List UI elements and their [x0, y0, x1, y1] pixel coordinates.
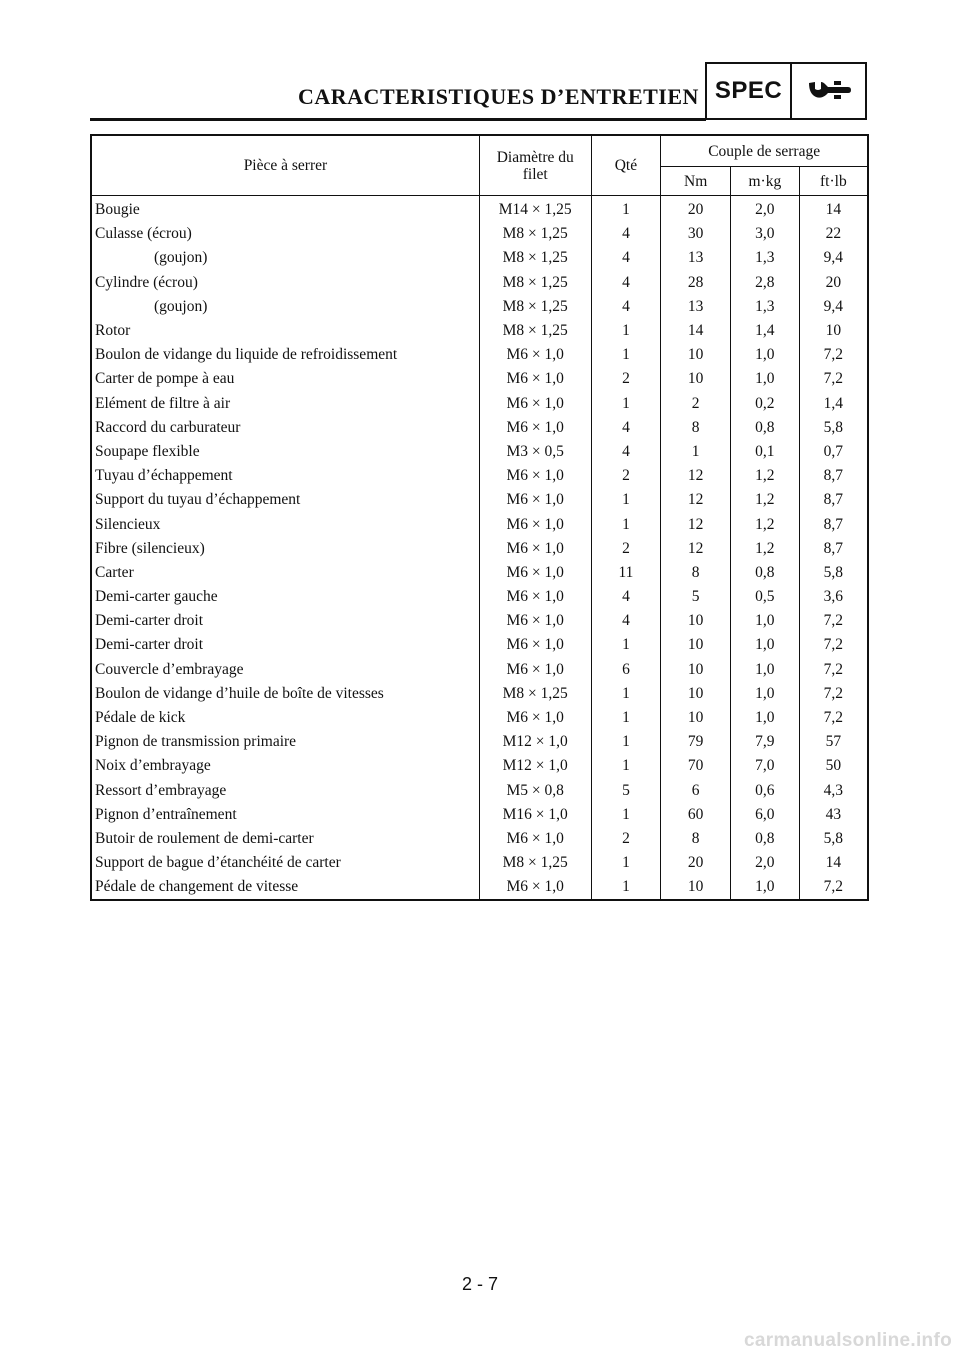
cell-torque-mkg: 0,2 [730, 392, 799, 416]
cell-torque-nm: 8 [661, 561, 731, 585]
cell-torque-mkg: 1,3 [730, 295, 799, 319]
spec-badge [705, 62, 867, 120]
cell-torque-nm: 8 [661, 827, 731, 851]
cell-thread-diameter: M8 × 1,25 [479, 319, 591, 343]
cell-part-name: Culasse (écrou) [95, 225, 192, 243]
cell-part-name: Elément de filtre à air [95, 394, 231, 412]
table-row [91, 585, 868, 609]
cell-part-name: Demi-carter gauche [95, 588, 218, 606]
cell-torque-mkg: 1,0 [730, 633, 799, 657]
table-row [91, 464, 868, 488]
page-title: CARACTERISTIQUES D’ENTRETIEN [298, 84, 699, 109]
cell-part-name: Demi-carter droit [95, 636, 204, 654]
table-row [91, 196, 868, 223]
cell-torque-mkg: 0,1 [730, 440, 799, 464]
cell-torque-mkg: 1,4 [730, 319, 799, 343]
cell-part-name: Demi-carter droit [95, 612, 204, 630]
cell-torque-mkg: 1,2 [730, 512, 799, 536]
table-body [91, 196, 868, 901]
cell-torque-mkg: 0,8 [730, 416, 799, 440]
cell-torque-ftlb: 1,4 [799, 392, 868, 416]
cell-torque-nm: 60 [661, 803, 731, 827]
col-header-diameter-line1: Diamètre du [496, 148, 574, 166]
cell-torque-nm: 13 [661, 295, 731, 319]
cell-torque-nm: 10 [661, 343, 731, 367]
cell-torque-nm: 10 [661, 875, 731, 900]
cell-thread-diameter: M8 × 1,25 [479, 222, 591, 246]
cell-torque-ftlb: 5,8 [799, 827, 868, 851]
cell-quantity: 1 [591, 706, 661, 730]
cell-thread-diameter: M6 × 1,0 [479, 343, 591, 367]
table-row [91, 803, 868, 827]
cell-thread-diameter: M6 × 1,0 [479, 609, 591, 633]
cell-thread-diameter: M6 × 1,0 [479, 633, 591, 657]
cell-torque-ftlb: 8,7 [799, 512, 868, 536]
cell-part-name: Noix d’embrayage [95, 757, 211, 775]
cell-torque-nm: 70 [661, 754, 731, 778]
table-row [91, 367, 868, 391]
cell-thread-diameter: M14 × 1,25 [479, 196, 591, 223]
cell-thread-diameter: M12 × 1,0 [479, 730, 591, 754]
cell-torque-nm: 10 [661, 367, 731, 391]
cell-thread-diameter: M6 × 1,0 [479, 561, 591, 585]
cell-part-name: Pignon d’entraînement [95, 805, 237, 823]
cell-torque-ftlb: 8,7 [799, 488, 868, 512]
cell-quantity: 4 [591, 416, 661, 440]
table-row [91, 343, 868, 367]
cell-torque-mkg: 1,0 [730, 609, 799, 633]
cell-part-name: Pédale de kick [95, 709, 186, 727]
table-row [91, 851, 868, 875]
cell-torque-mkg: 1,0 [730, 658, 799, 682]
cell-part-name: Bougie [95, 201, 140, 219]
cell-quantity: 6 [591, 658, 661, 682]
cell-torque-ftlb: 10 [799, 319, 868, 343]
col-header-piece: Pièce à serrer [243, 157, 328, 174]
cell-part-name: Rotor [95, 322, 131, 340]
cell-quantity: 4 [591, 295, 661, 319]
table-row [91, 706, 868, 730]
cell-torque-nm: 28 [661, 271, 731, 295]
cell-quantity: 1 [591, 803, 661, 827]
wrench-icon [804, 76, 854, 106]
cell-quantity: 2 [591, 827, 661, 851]
col-header-diameter [479, 135, 591, 196]
cell-torque-nm: 1 [661, 440, 731, 464]
cell-quantity: 4 [591, 585, 661, 609]
cell-torque-mkg: 1,2 [730, 537, 799, 561]
cell-thread-diameter: M3 × 0,5 [479, 440, 591, 464]
cell-torque-ftlb: 8,7 [799, 464, 868, 488]
cell-part-name: Pédale de changement de vitesse [95, 878, 299, 896]
cell-torque-nm: 5 [661, 585, 731, 609]
cell-quantity: 1 [591, 730, 661, 754]
cell-torque-nm: 10 [661, 609, 731, 633]
cell-torque-ftlb: 14 [799, 851, 868, 875]
table-row [91, 295, 868, 319]
cell-torque-ftlb: 8,7 [799, 537, 868, 561]
cell-torque-nm: 2 [661, 392, 731, 416]
cell-quantity: 4 [591, 222, 661, 246]
cell-part-name: (goujon) [154, 249, 208, 267]
cell-torque-ftlb: 7,2 [799, 609, 868, 633]
cell-part-name: Raccord du carburateur [95, 418, 241, 436]
table-row [91, 440, 868, 464]
cell-thread-diameter: M8 × 1,25 [479, 271, 591, 295]
cell-part-name: (goujon) [154, 297, 208, 315]
cell-quantity: 1 [591, 392, 661, 416]
cell-part-name: Support du tuyau d’échappement [95, 491, 301, 509]
table-row [91, 827, 868, 851]
cell-torque-mkg: 2,8 [730, 271, 799, 295]
cell-torque-nm: 12 [661, 512, 731, 536]
cell-thread-diameter: M6 × 1,0 [479, 875, 591, 900]
cell-part-name: Tuyau d’échappement [95, 467, 233, 485]
cell-torque-ftlb: 4,3 [799, 779, 868, 803]
cell-part-name: Cylindre (écrou) [95, 273, 198, 291]
col-header-ftlb: ft·lb [799, 167, 868, 196]
cell-torque-ftlb: 9,4 [799, 295, 868, 319]
cell-quantity: 4 [591, 271, 661, 295]
cell-thread-diameter: M6 × 1,0 [479, 512, 591, 536]
cell-part-name: Boulon de vidange du liquide de refroidissement [95, 346, 398, 364]
cell-quantity: 1 [591, 682, 661, 706]
cell-torque-mkg: 7,9 [730, 730, 799, 754]
cell-torque-mkg: 0,8 [730, 561, 799, 585]
cell-part-name: Couvercle d’embrayage [95, 660, 244, 678]
cell-torque-nm: 14 [661, 319, 731, 343]
table-row [91, 682, 868, 706]
cell-torque-nm: 20 [661, 851, 731, 875]
cell-torque-mkg: 1,0 [730, 343, 799, 367]
cell-torque-ftlb: 7,2 [799, 682, 868, 706]
cell-part-name: Butoir de roulement de demi-carter [95, 829, 314, 847]
cell-thread-diameter: M6 × 1,0 [479, 658, 591, 682]
cell-thread-diameter: M8 × 1,25 [479, 682, 591, 706]
cell-thread-diameter: M6 × 1,0 [479, 706, 591, 730]
cell-torque-mkg: 0,8 [730, 827, 799, 851]
cell-quantity: 1 [591, 633, 661, 657]
cell-torque-mkg: 2,0 [730, 851, 799, 875]
cell-quantity: 1 [591, 875, 661, 900]
table-row [91, 633, 868, 657]
table-row [91, 561, 868, 585]
cell-torque-mkg: 0,5 [730, 585, 799, 609]
cell-torque-nm: 10 [661, 633, 731, 657]
cell-torque-nm: 12 [661, 464, 731, 488]
cell-thread-diameter: M6 × 1,0 [479, 537, 591, 561]
cell-torque-nm: 6 [661, 779, 731, 803]
cell-torque-nm: 20 [661, 196, 731, 223]
cell-quantity: 1 [591, 851, 661, 875]
cell-thread-diameter: M16 × 1,0 [479, 803, 591, 827]
cell-torque-ftlb: 0,7 [799, 440, 868, 464]
table-row [91, 319, 868, 343]
cell-torque-nm: 10 [661, 682, 731, 706]
torque-spec-table [90, 134, 869, 901]
cell-torque-mkg: 0,6 [730, 779, 799, 803]
table-row [91, 875, 868, 900]
cell-thread-diameter: M5 × 0,8 [479, 779, 591, 803]
col-header-torque: Couple de serrage [661, 135, 868, 167]
cell-torque-mkg: 1,0 [730, 367, 799, 391]
cell-quantity: 1 [591, 512, 661, 536]
spec-icon-cell [792, 64, 865, 118]
table-row [91, 537, 868, 561]
spec-label: SPEC [707, 64, 792, 118]
cell-thread-diameter: M6 × 1,0 [479, 464, 591, 488]
table-row [91, 609, 868, 633]
cell-quantity: 2 [591, 537, 661, 561]
cell-part-name: Ressort d’embrayage [95, 781, 227, 799]
cell-thread-diameter: M6 × 1,0 [479, 367, 591, 391]
cell-thread-diameter: M8 × 1,25 [479, 851, 591, 875]
cell-torque-nm: 79 [661, 730, 731, 754]
table-row [91, 246, 868, 270]
cell-thread-diameter: M8 × 1,25 [479, 295, 591, 319]
cell-quantity: 11 [591, 561, 661, 585]
cell-part-name: Boulon de vidange d’huile de boîte de vitesses [95, 684, 384, 702]
col-header-mkg: m·kg [730, 167, 799, 196]
cell-quantity: 5 [591, 779, 661, 803]
cell-quantity: 2 [591, 367, 661, 391]
cell-torque-mkg: 2,0 [730, 196, 799, 223]
cell-torque-ftlb: 9,4 [799, 246, 868, 270]
cell-torque-ftlb: 14 [799, 196, 868, 223]
cell-quantity: 1 [591, 196, 661, 223]
cell-part-name: Support de bague d’étanchéité de carter [95, 854, 341, 872]
table-row [91, 754, 868, 778]
cell-torque-ftlb: 7,2 [799, 706, 868, 730]
cell-part-name: Carter [95, 563, 134, 581]
cell-torque-mkg: 1,0 [730, 706, 799, 730]
table-row [91, 488, 868, 512]
cell-torque-mkg: 3,0 [730, 222, 799, 246]
cell-torque-ftlb: 50 [799, 754, 868, 778]
cell-thread-diameter: M6 × 1,0 [479, 585, 591, 609]
cell-torque-nm: 10 [661, 706, 731, 730]
cell-torque-ftlb: 3,6 [799, 585, 868, 609]
cell-part-name: Carter de pompe à eau [95, 370, 235, 388]
cell-torque-ftlb: 5,8 [799, 561, 868, 585]
col-header-diameter-line2: filet [522, 165, 548, 183]
cell-thread-diameter: M6 × 1,0 [479, 416, 591, 440]
cell-torque-mkg: 1,3 [730, 246, 799, 270]
cell-torque-nm: 12 [661, 488, 731, 512]
cell-torque-ftlb: 22 [799, 222, 868, 246]
table-row [91, 658, 868, 682]
cell-torque-nm: 12 [661, 537, 731, 561]
cell-torque-ftlb: 57 [799, 730, 868, 754]
cell-torque-ftlb: 7,2 [799, 633, 868, 657]
cell-torque-mkg: 1,0 [730, 682, 799, 706]
page-number: 2 - 7 [461, 1274, 499, 1294]
cell-torque-ftlb: 7,2 [799, 875, 868, 900]
table-row [91, 392, 868, 416]
cell-torque-ftlb: 7,2 [799, 343, 868, 367]
table-row [91, 222, 868, 246]
cell-torque-mkg: 1,2 [730, 488, 799, 512]
cell-quantity: 1 [591, 754, 661, 778]
cell-quantity: 2 [591, 464, 661, 488]
cell-torque-ftlb: 7,2 [799, 658, 868, 682]
table-row [91, 512, 868, 536]
cell-torque-ftlb: 20 [799, 271, 868, 295]
cell-thread-diameter: M8 × 1,25 [479, 246, 591, 270]
cell-quantity: 4 [591, 246, 661, 270]
table-row [91, 730, 868, 754]
cell-torque-ftlb: 43 [799, 803, 868, 827]
cell-quantity: 1 [591, 343, 661, 367]
cell-part-name: Fibre (silencieux) [95, 539, 205, 557]
cell-torque-mkg: 7,0 [730, 754, 799, 778]
cell-torque-mkg: 1,0 [730, 875, 799, 900]
cell-torque-mkg: 1,2 [730, 464, 799, 488]
cell-quantity: 1 [591, 319, 661, 343]
cell-torque-nm: 10 [661, 658, 731, 682]
cell-thread-diameter: M6 × 1,0 [479, 392, 591, 416]
table-row [91, 779, 868, 803]
cell-quantity: 4 [591, 609, 661, 633]
cell-torque-nm: 30 [661, 222, 731, 246]
title-underline [90, 118, 706, 121]
cell-part-name: Pignon de transmission primaire [95, 733, 297, 751]
col-header-qty: Qté [591, 135, 661, 196]
watermark: carmanualsonline.info [744, 1330, 952, 1351]
cell-thread-diameter: M6 × 1,0 [479, 827, 591, 851]
cell-torque-nm: 13 [661, 246, 731, 270]
cell-thread-diameter: M6 × 1,0 [479, 488, 591, 512]
cell-quantity: 4 [591, 440, 661, 464]
cell-part-name: Silencieux [95, 515, 161, 533]
cell-torque-mkg: 6,0 [730, 803, 799, 827]
cell-torque-ftlb: 7,2 [799, 367, 868, 391]
col-header-nm: Nm [661, 167, 731, 196]
cell-torque-ftlb: 5,8 [799, 416, 868, 440]
table-row [91, 271, 868, 295]
cell-part-name: Soupape flexible [95, 442, 200, 460]
table-row [91, 416, 868, 440]
cell-torque-nm: 8 [661, 416, 731, 440]
cell-quantity: 1 [591, 488, 661, 512]
cell-thread-diameter: M12 × 1,0 [479, 754, 591, 778]
